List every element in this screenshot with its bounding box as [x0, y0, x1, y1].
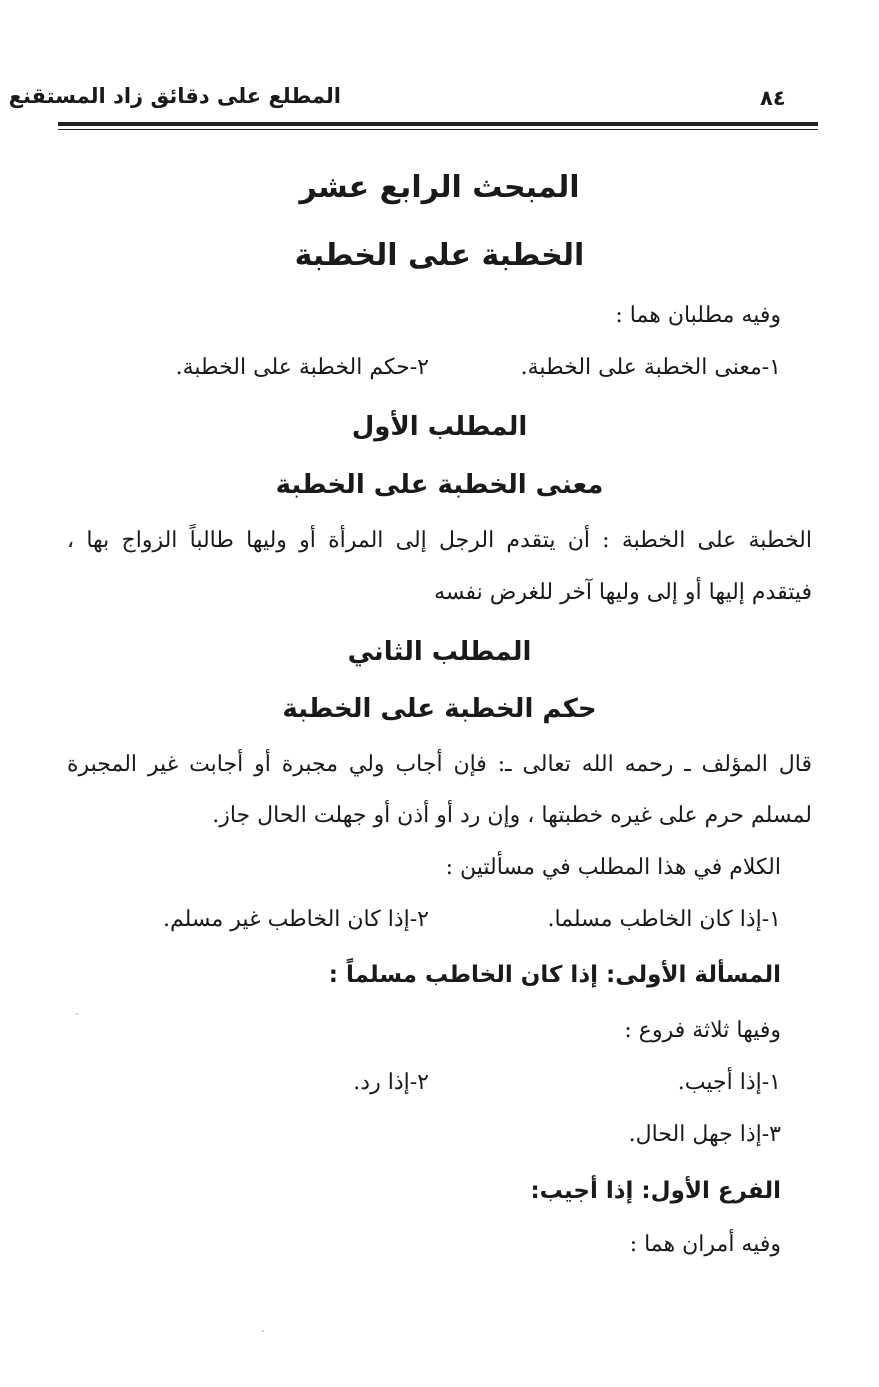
first-matlab-paragraph-line-1: الخطبة على الخطبة : أن يتقدم الرجل إلى المرأة أو وليها طالباً الزواج بها ،: [67, 528, 812, 553]
second-matlab-item-2: ٢-إذا كان الخاطب غير مسلم.: [162, 907, 429, 932]
masala-1-item-3: ٣-إذا جهل الحال.: [628, 1122, 781, 1147]
masala-1-item-1: ١-إذا أجيب.: [677, 1070, 781, 1095]
far-1-title: الفرع الأول: إذا أجيب:: [530, 1178, 781, 1204]
second-matlab-item-1: ١-إذا كان الخاطب مسلما.: [547, 907, 781, 932]
far-1-text: وفيه أمران هما :: [629, 1232, 781, 1257]
scan-speck: [76, 1013, 78, 1015]
running-header-title: المطلع على دقائق زاد المستقنع: [8, 84, 341, 108]
first-matlab-subtitle: معنى الخطبة على الخطبة: [275, 470, 604, 500]
header-rule-thin: [58, 129, 818, 130]
second-matlab-paragraph-line-1: قال المؤلف ـ رحمه الله تعالى ـ: فإن أجاب ولي مجبرة أو أجابت غير المجبرة: [67, 752, 812, 777]
second-matlab-paragraph-line-2: لمسلم حرم على غيره خطبتها ، وإن رد أو أذن أو جهلت الحال جاز.: [212, 803, 812, 828]
masala-1-text: وفيها ثلاثة فروع :: [624, 1018, 781, 1043]
second-matlab-subtitle: حكم الخطبة على الخطبة: [282, 694, 597, 724]
masala-1-item-2: ٢-إذا رد.: [353, 1070, 429, 1095]
intro-item-1: ١-معنى الخطبة على الخطبة.: [520, 355, 781, 380]
page-number: ٨٤: [760, 86, 786, 110]
masala-1-title: المسألة الأولى: إذا كان الخاطب مسلماً :: [328, 962, 781, 988]
section-title: المبحث الرابع عشر: [299, 170, 580, 205]
header-rule-thick: [58, 122, 818, 126]
first-matlab-paragraph-line-2: فيتقدم إليها أو إلى وليها آخر للغرض نفسه: [434, 580, 812, 605]
first-matlab-title: المطلب الأول: [351, 412, 528, 442]
intro-text: وفيه مطلبان هما :: [615, 303, 781, 328]
scan-speck: [262, 1330, 264, 1332]
second-matlab-title: المطلب الثاني: [347, 637, 532, 667]
intro-item-2: ٢-حكم الخطبة على الخطبة.: [175, 355, 429, 380]
section-subtitle: الخطبة على الخطبة: [294, 238, 585, 273]
second-matlab-paragraph-line-3: الكلام في هذا المطلب في مسألتين :: [445, 855, 781, 880]
